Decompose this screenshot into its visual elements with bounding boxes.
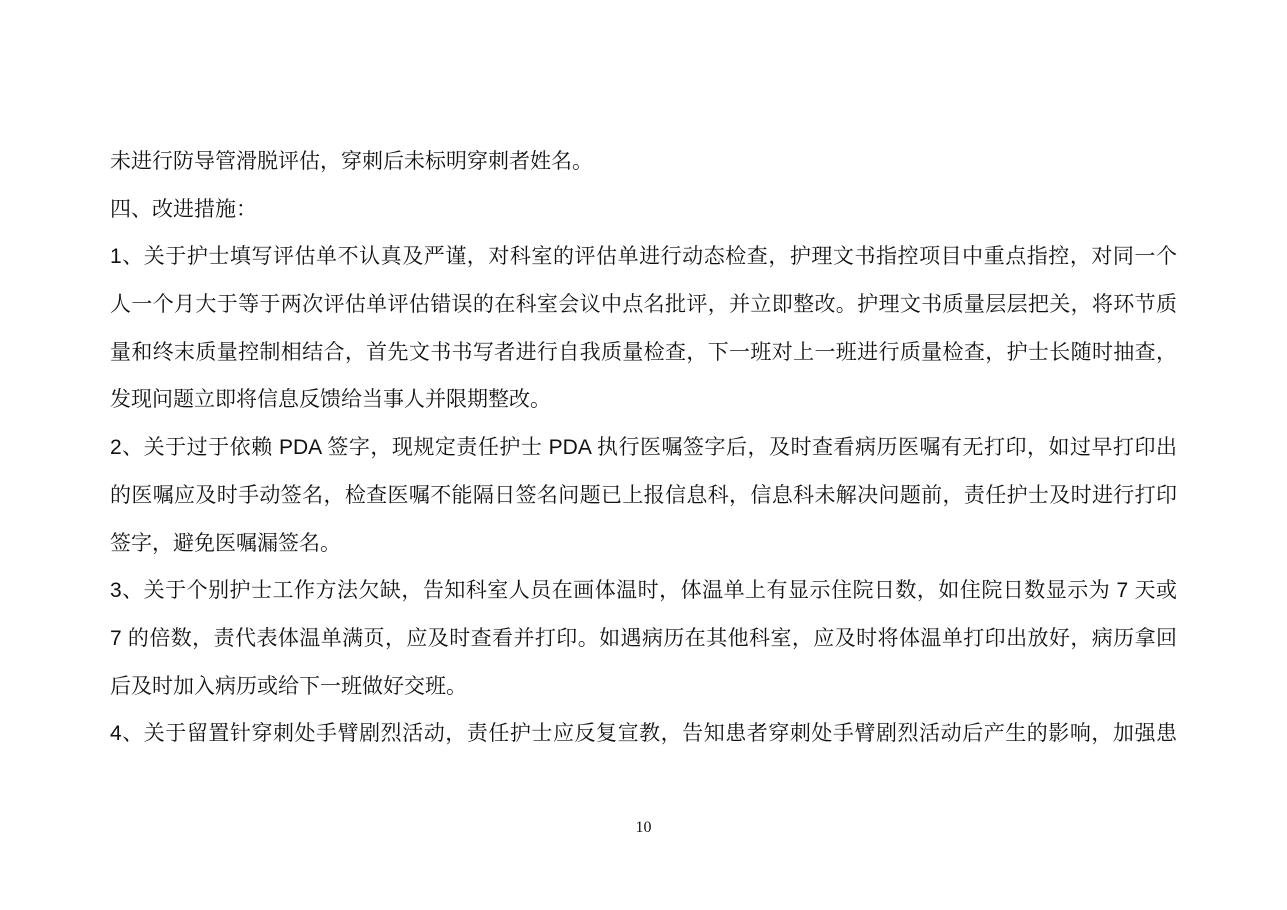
paragraph-continuation: [110, 138, 1177, 186]
paragraph-line: 2、关于过于依赖 PDA 签字，现规定责任护士 PDA 执行医嘱签字后，及时查看病历医嘱有无打印，如过早打印出: [110, 436, 1177, 460]
page-number: 10: [635, 819, 652, 836]
paragraph-line: 后及时加入病历或给下一班做好交班。: [110, 674, 467, 698]
paragraph-line: 发现问题立即将信息反馈给当事人并限期整改。: [110, 388, 551, 412]
paragraph-item-3: [110, 567, 1177, 710]
section-heading: [110, 186, 1177, 234]
paragraph-item-4: [110, 710, 1177, 758]
paragraph-line: 的医嘱应及时手动签名，检查医嘱不能隔日签名问题已上报信息科，信息科未解决问题前，责任护士及时进行打印: [110, 483, 1177, 507]
paragraph-line: 7 的倍数，责代表体温单满页，应及时查看并打印。如遇病历在其他科室，应及时将体温单打印出放好，病历拿回: [110, 626, 1177, 650]
paragraph-line: 量和终末质量控制相结合，首先文书书写者进行自我质量检查，下一班对上一班进行质量检查，护士长随时抽查，: [110, 340, 1177, 364]
paragraph-line: 人一个月大于等于两次评估单评估错误的在科室会议中点名批评，并立即整改。护理文书质量层层把关，将环节质: [110, 293, 1177, 317]
paragraph-line: 1、关于护士填写评估单不认真及严谨，对科室的评估单进行动态检查，护理文书指控项目中重点指控，对同一个: [110, 245, 1177, 269]
paragraph-line: 4、关于留置针穿刺处手臂剧烈活动，责任护士应反复宣教，告知患者穿刺处手臂剧烈活动后产生的影响，加强患: [110, 722, 1177, 746]
paragraph-line: 未进行防导管滑脱评估，穿刺后未标明穿刺者姓名。: [110, 150, 593, 173]
paragraph-line: 签字，避免医嘱漏签名。: [110, 531, 341, 555]
section-heading-text: 四、改进措施：: [110, 197, 257, 221]
paragraph-item-2: [110, 424, 1177, 567]
paragraph-item-1: [110, 233, 1177, 424]
body-text: [110, 138, 1177, 758]
paragraph-line: 3、关于个别护士工作方法欠缺，告知科室人员在画体温时，体温单上有显示住院日数，如住院日数显示为 7 天或: [110, 579, 1177, 603]
